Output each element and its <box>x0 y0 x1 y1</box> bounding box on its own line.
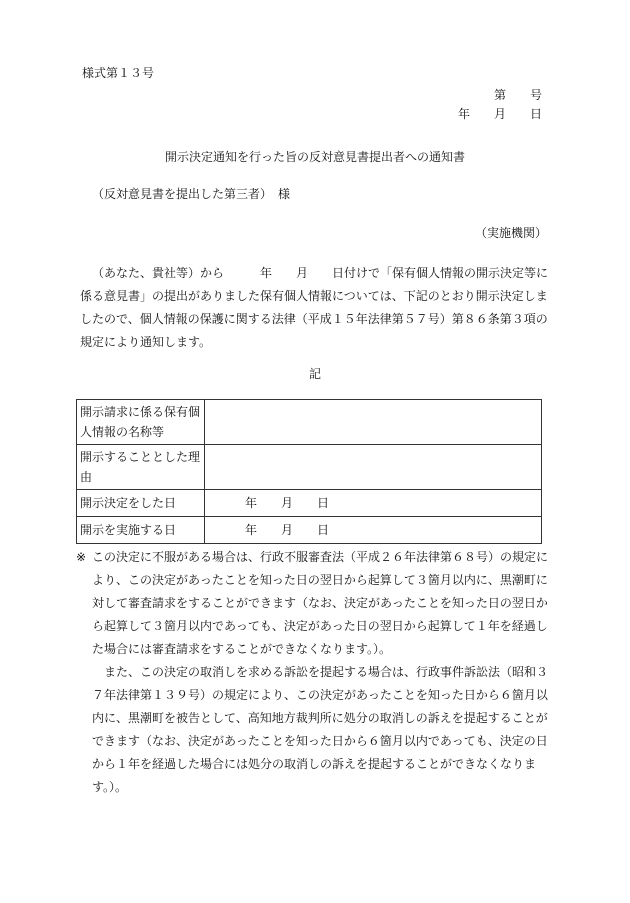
table-row <box>77 490 542 517</box>
document-title: 開示決定通知を行った旨の反対意見書提出者への通知書 <box>164 150 465 164</box>
row-label: 開示請求に係る保有個人情報の名称等 <box>77 400 205 445</box>
row-value <box>205 400 542 445</box>
table-row <box>77 445 542 490</box>
document-date: 年 月 日 <box>458 107 543 121</box>
row-label: 開示することとした理由 <box>77 445 205 490</box>
issuing-agency: （実施機関） <box>475 226 548 240</box>
body-paragraph: （あなた、貴社等）から 年 月 日付けで「保有個人情報の開示決定等に係る意見書」の提出がありました保有個人情報については、下記のとおり開示決定しましたので、個人情報の保護に関する法律（平成１５年法律第５７号）第８６条第３項の規定により通知します。 <box>80 266 549 349</box>
note-2: また、この決定の取消しを求める訴訟を提起する場合は、行政事件訴訟法（昭和３７年法律第１３９号）の規定により、この決定があったことを知った日から６箇月以内に、黒潮町を被告として、高知地方裁判所に処分の取消しの訴えを提起することができます（なお、決定があったことを知った日から６箇月以内であっても、決定の日から１年を経過した場合には処分の取消しの訴えを提起することができなくなります。）。 <box>92 665 549 794</box>
details-table <box>76 399 542 544</box>
form-number: 様式第１３号 <box>82 66 155 80</box>
table-row <box>77 517 542 544</box>
note-1 <box>76 546 556 661</box>
row-label: 開示を実施する日 <box>77 517 205 544</box>
row-value: 年 月 日 <box>205 517 542 544</box>
table-row <box>77 400 542 445</box>
body-paragraph-block <box>80 262 555 354</box>
row-value: 年 月 日 <box>205 490 542 517</box>
addressee: （反対意見書を提出した第三者） 様 <box>92 187 291 201</box>
note-mark: ※ <box>76 550 87 564</box>
document-number: 第 号 <box>494 88 543 102</box>
notes-block <box>76 546 556 799</box>
record-heading: 記 <box>308 367 321 381</box>
row-value <box>205 445 542 490</box>
note-1-text: この決定に不服がある場合は、行政不服審査法（平成２６年法律第６８号）の規定により、この決定があったことを知った日の翌日から起算して３箇月以内に、黒潮町に対して審査請求をすることができます（なお、決定があったことを知った日の翌日から起算して３箇月以内であっても、決定があった日の翌日から起算して１年を経過した場合には審査請求をすることができなくなります。）。 <box>92 550 549 656</box>
row-label: 開示決定をした日 <box>77 490 205 517</box>
